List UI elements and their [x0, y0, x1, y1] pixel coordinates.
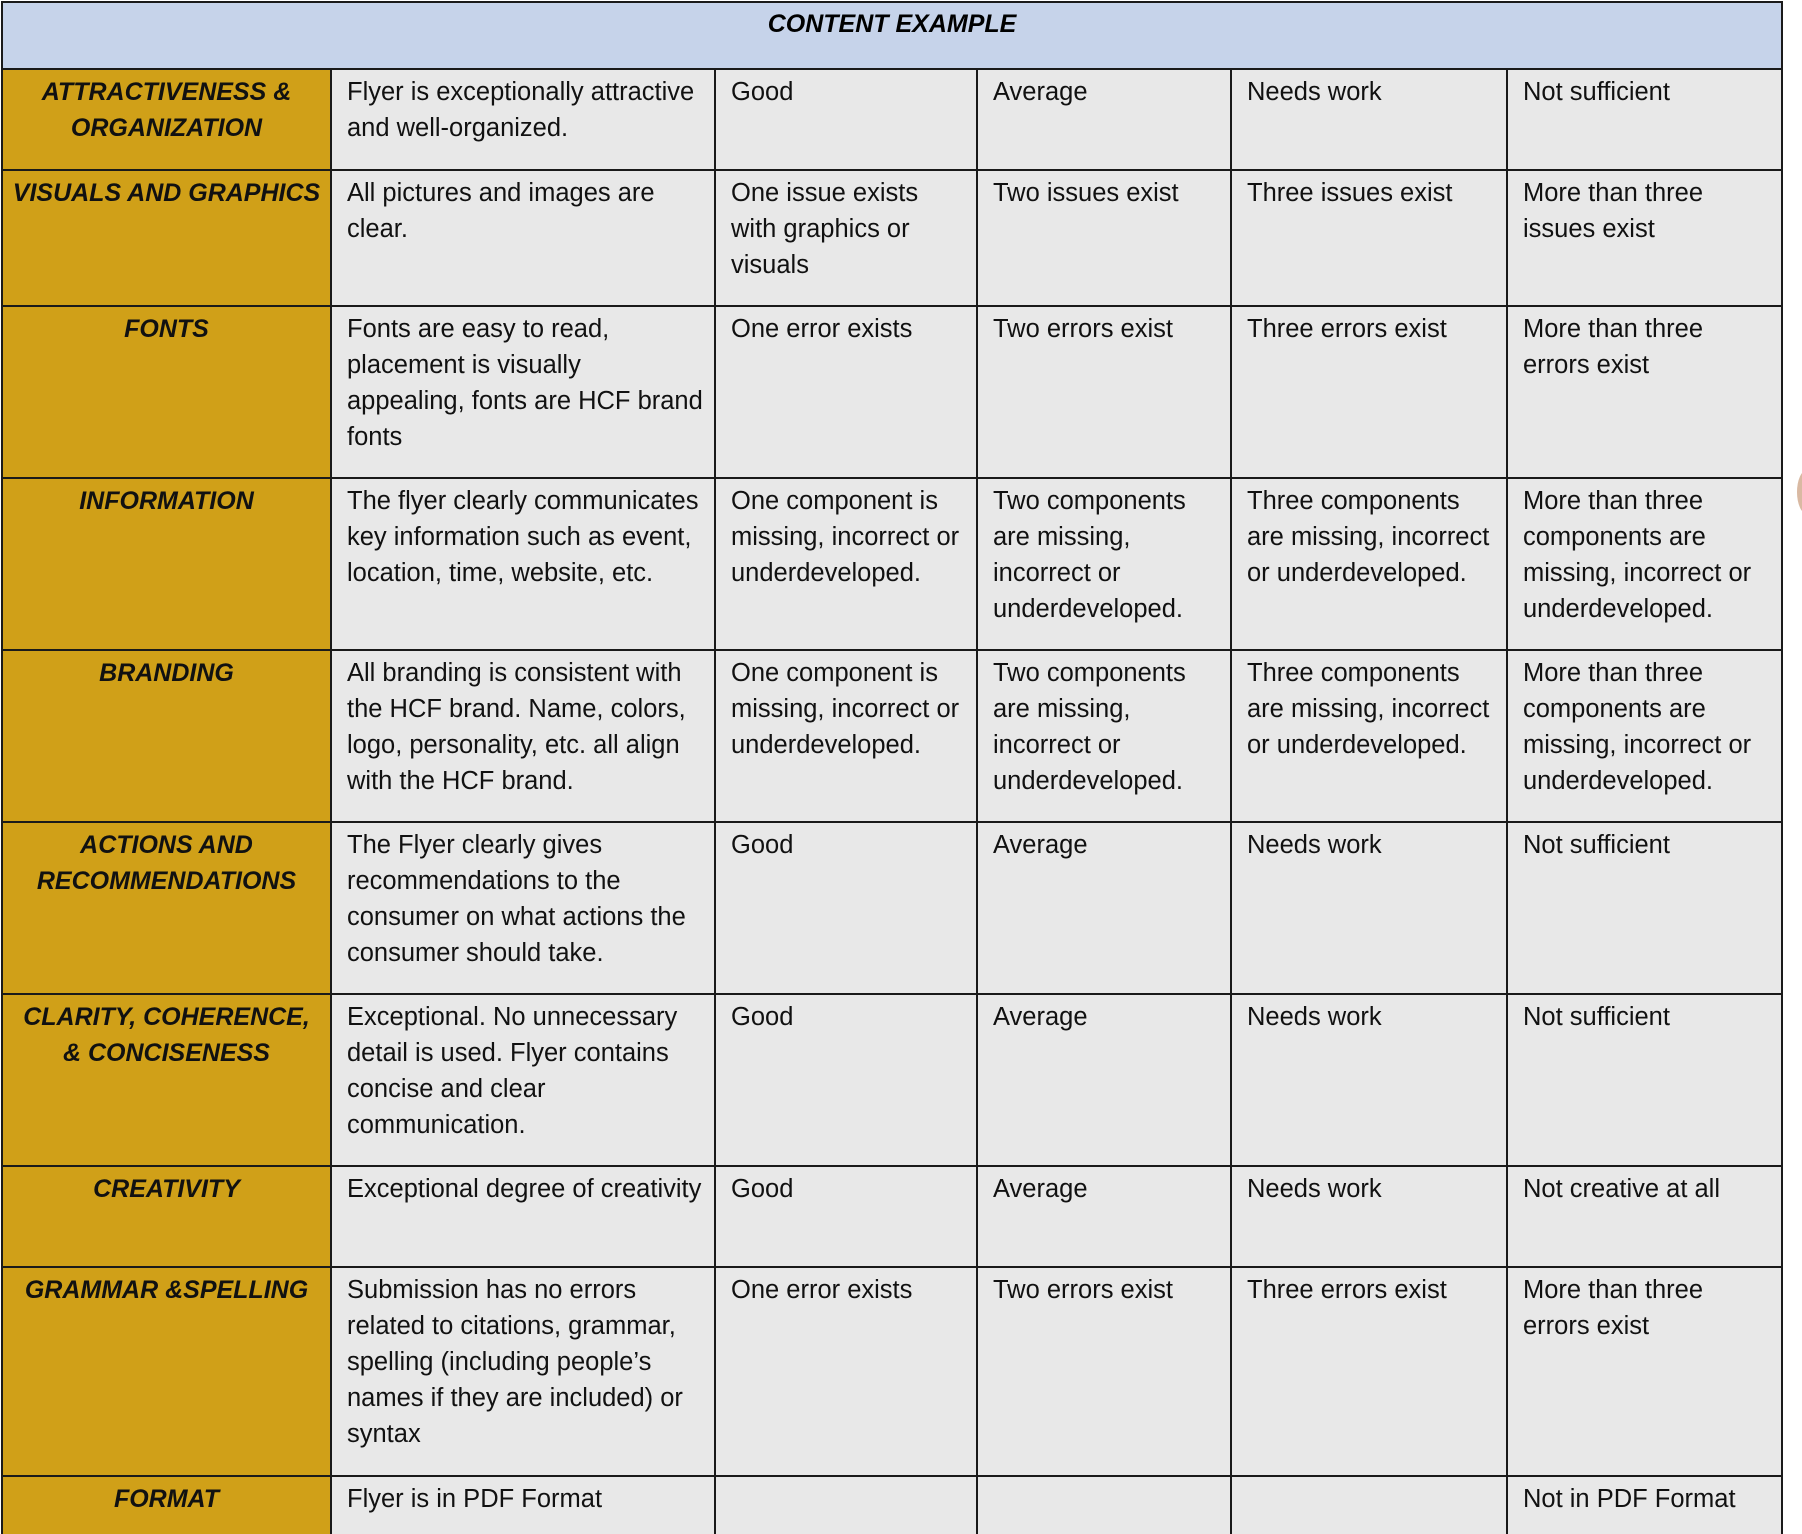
- rubric-cell-average: Two components are missing, incorrect or underdeveloped.: [977, 478, 1231, 650]
- table-row: [2, 1166, 1782, 1267]
- criterion-label: FONTS: [2, 306, 331, 478]
- rubric-cell-needs-work: Three issues exist: [1231, 170, 1507, 306]
- table-row: [2, 822, 1782, 994]
- table-row: [2, 69, 1782, 170]
- rubric-cell-average: Two components are missing, incorrect or underdeveloped.: [977, 650, 1231, 822]
- rubric-cell-needs-work: Three errors exist: [1231, 1267, 1507, 1476]
- rubric-cell-needs-work: Needs work: [1231, 994, 1507, 1166]
- rubric-cell-exceptional: Submission has no errors related to citations, grammar, spelling (including people’s names if they are included) or syntax: [331, 1267, 715, 1476]
- rubric-cell-average: Two errors exist: [977, 306, 1231, 478]
- rubric-cell-average: Average: [977, 822, 1231, 994]
- rubric-table: [1, 1, 1783, 1534]
- rubric-cell-insufficient: More than three errors exist: [1507, 306, 1782, 478]
- table-row: [2, 306, 1782, 478]
- rubric-cell-exceptional: Exceptional degree of creativity: [331, 1166, 715, 1267]
- table-row: [2, 1267, 1782, 1476]
- rubric-cell-good: One component is missing, incorrect or underdeveloped.: [715, 650, 977, 822]
- criterion-label: BRANDING: [2, 650, 331, 822]
- rubric-cell-exceptional: Flyer is in PDF Format: [331, 1476, 715, 1534]
- rubric-cell-insufficient: Not sufficient: [1507, 822, 1782, 994]
- rubric-cell-good: Good: [715, 69, 977, 170]
- rubric-cell-insufficient: More than three components are missing, incorrect or underdeveloped.: [1507, 650, 1782, 822]
- rubric-cell-good: Good: [715, 1166, 977, 1267]
- table-row: [2, 994, 1782, 1166]
- table-row: [2, 1476, 1782, 1534]
- criterion-label: CREATIVITY: [2, 1166, 331, 1267]
- rubric-cell-exceptional: Fonts are easy to read, placement is visually appealing, fonts are HCF brand fonts: [331, 306, 715, 478]
- rubric-cell-good: One issue exists with graphics or visuals: [715, 170, 977, 306]
- criterion-label: CLARITY, COHERENCE, & CONCISENESS: [2, 994, 331, 1166]
- rubric-cell-insufficient: Not in PDF Format: [1507, 1476, 1782, 1534]
- criterion-label: ATTRACTIVENESS & ORGANIZATION: [2, 69, 331, 170]
- rubric-cell-needs-work: Needs work: [1231, 822, 1507, 994]
- criterion-label: ACTIONS AND RECOMMENDATIONS: [2, 822, 331, 994]
- rubric-cell-good: Good: [715, 822, 977, 994]
- rubric-cell-average: Two issues exist: [977, 170, 1231, 306]
- criterion-label: INFORMATION: [2, 478, 331, 650]
- criterion-label: GRAMMAR &SPELLING: [2, 1267, 331, 1476]
- criterion-label: FORMAT: [2, 1476, 331, 1534]
- criterion-label: VISUALS AND GRAPHICS: [2, 170, 331, 306]
- rubric-cell-needs-work: Three components are missing, incorrect or underdeveloped.: [1231, 478, 1507, 650]
- rubric-cell-insufficient: More than three components are missing, incorrect or underdeveloped.: [1507, 478, 1782, 650]
- rubric-cell-average: Two errors exist: [977, 1267, 1231, 1476]
- rubric-cell-exceptional: All branding is consistent with the HCF brand. Name, colors, logo, personality, etc. all align with the HCF brand.: [331, 650, 715, 822]
- rubric-cell-good: One component is missing, incorrect or underdeveloped.: [715, 478, 977, 650]
- rubric-cell-needs-work: [1231, 1476, 1507, 1534]
- rubric-cell-exceptional: Exceptional. No unnecessary detail is used. Flyer contains concise and clear communication.: [331, 994, 715, 1166]
- rubric-cell-exceptional: The Flyer clearly gives recommendations to the consumer on what actions the consumer should take.: [331, 822, 715, 994]
- rubric-cell-needs-work: Needs work: [1231, 69, 1507, 170]
- rubric-cell-average: Average: [977, 69, 1231, 170]
- rubric-cell-insufficient: More than three errors exist: [1507, 1267, 1782, 1476]
- rubric-cell-average: Average: [977, 994, 1231, 1166]
- rubric-cell-insufficient: Not creative at all: [1507, 1166, 1782, 1267]
- table-row: [2, 650, 1782, 822]
- rubric-cell-exceptional: All pictures and images are clear.: [331, 170, 715, 306]
- rubric-cell-needs-work: Three components are missing, incorrect or underdeveloped.: [1231, 650, 1507, 822]
- rubric-cell-insufficient: More than three issues exist: [1507, 170, 1782, 306]
- rubric-cell-average: [977, 1476, 1231, 1534]
- rubric-cell-needs-work: Needs work: [1231, 1166, 1507, 1267]
- rubric-cell-good: [715, 1476, 977, 1534]
- edge-cursor-mark: [1797, 470, 1802, 514]
- rubric-cell-needs-work: Three errors exist: [1231, 306, 1507, 478]
- rubric-cell-good: One error exists: [715, 306, 977, 478]
- rubric-cell-insufficient: Not sufficient: [1507, 994, 1782, 1166]
- title-row: [2, 2, 1782, 69]
- rubric-cell-average: Average: [977, 1166, 1231, 1267]
- table-title: CONTENT EXAMPLE: [2, 2, 1782, 69]
- table-row: [2, 170, 1782, 306]
- rubric-cell-exceptional: Flyer is exceptionally attractive and well-organized.: [331, 69, 715, 170]
- rubric-cell-good: One error exists: [715, 1267, 977, 1476]
- rubric-cell-good: Good: [715, 994, 977, 1166]
- rubric-cell-insufficient: Not sufficient: [1507, 69, 1782, 170]
- rubric-cell-exceptional: The flyer clearly communicates key information such as event, location, time, website, etc.: [331, 478, 715, 650]
- table-row: [2, 478, 1782, 650]
